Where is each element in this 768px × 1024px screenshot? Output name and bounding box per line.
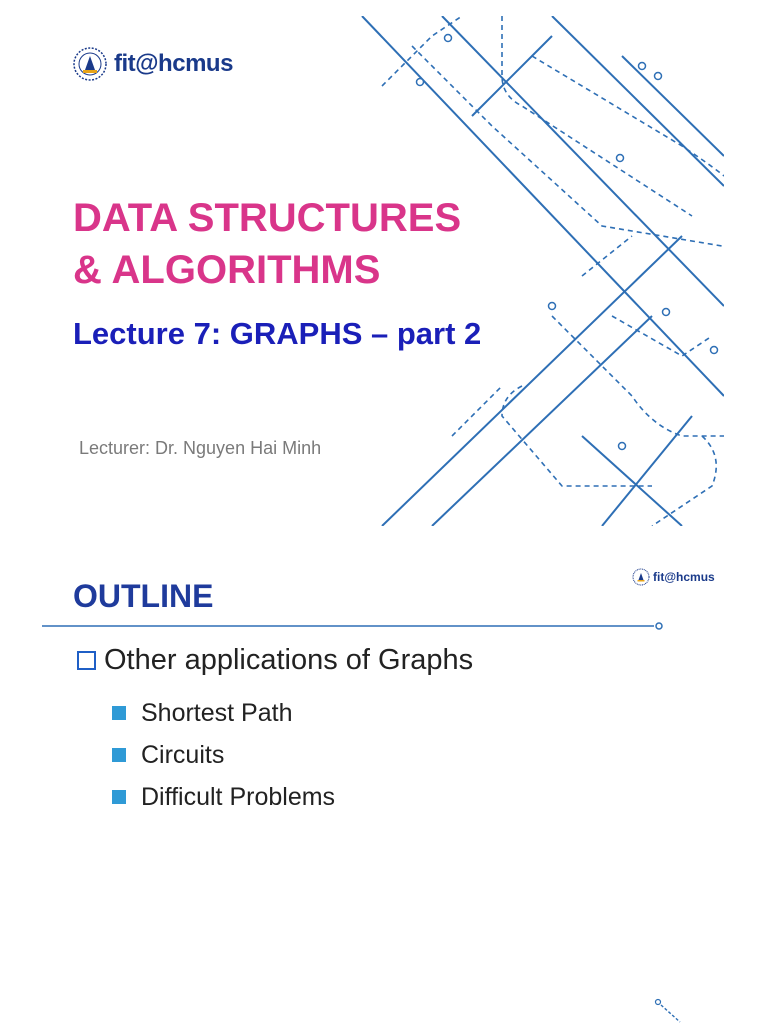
filled-square-bullet-icon <box>112 706 126 720</box>
main-bullet-text: Other applications of Graphs <box>104 644 474 676</box>
corner-decoration <box>654 998 684 1024</box>
logo <box>72 46 233 82</box>
filled-square-bullet-icon <box>112 790 126 804</box>
university-seal-icon <box>72 46 108 82</box>
main-bullet <box>77 644 473 677</box>
outline-slide <box>42 546 724 1024</box>
sub-bullet-text: Difficult Problems <box>141 782 336 811</box>
filled-square-bullet-icon <box>112 748 126 762</box>
title <box>73 192 461 296</box>
lecturer-name: Lecturer: Dr. Nguyen Hai Minh <box>79 438 322 458</box>
list-item <box>112 692 335 734</box>
university-seal-icon <box>632 568 650 586</box>
logo-text: fit@hcmus <box>114 50 233 77</box>
title-line-1: DATA STRUCTURES <box>73 196 462 240</box>
outline-heading: OUTLINE <box>73 578 214 614</box>
heading-divider <box>42 622 724 630</box>
sub-bullet-list <box>112 692 335 818</box>
title-line-2: & ALGORITHMS <box>73 248 381 292</box>
title-slide <box>42 16 724 526</box>
subtitle: Lecture 7: GRAPHS – part 2 <box>73 316 482 351</box>
sub-bullet-text: Shortest Path <box>141 698 293 727</box>
logo-small <box>632 568 715 586</box>
sub-bullet-text: Circuits <box>141 740 225 769</box>
list-item <box>112 734 335 776</box>
hollow-square-bullet-icon <box>77 651 96 670</box>
logo-text: fit@hcmus <box>653 570 715 584</box>
list-item <box>112 776 335 818</box>
